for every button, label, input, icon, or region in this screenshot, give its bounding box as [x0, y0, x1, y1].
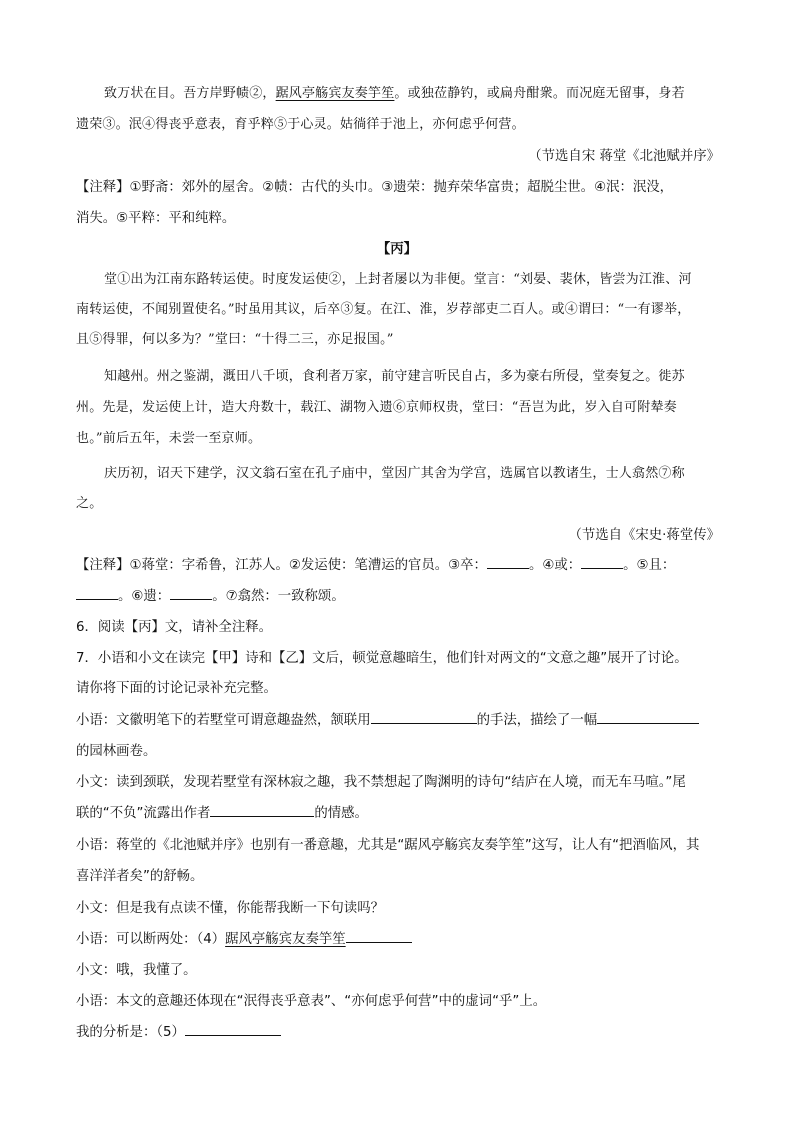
passage-b-line-2: 遗荣③。泯④得丧乎意表，育乎粹⑤于心灵。姑徜徉于池上，亦何虑乎何营。 — [76, 117, 525, 132]
passage-b-notes-line-1: 【注释】①野斋：郊外的屋舍。②帻：古代的头巾。③遗荣：抛弃荣华富贵；超脱尘世。④泯：泯没， — [76, 180, 674, 195]
blank-technique[interactable] — [371, 711, 477, 724]
dialogue-8: 我的分析是：（5） — [76, 1021, 281, 1040]
question-7-line-2: 请你将下面的讨论记录补充完整。 — [76, 681, 277, 696]
blank-punctuation[interactable] — [346, 930, 412, 943]
passage-c-notes-line-1: 【注释】①蒋堂：字希鲁，江苏人。②发运使：笔漕运的官员。③卒： 。④或： 。⑤且： — [76, 558, 676, 573]
passage-c-p2-line-3: 也。”前后五年，未尝一至京师。 — [76, 431, 262, 446]
dialogue-7: 小语：本文的意趣还体现在“泯得丧乎意表”、“亦何虑乎何营”中的虚词“乎”上。 — [76, 994, 547, 1009]
dialogue-1-line-1: 小语：文徽明笔下的若墅堂可谓意趣盎然，颔联用 的手法，描绘了一幅 — [76, 709, 699, 728]
dialogue-2-line-1: 小文：读到颈联，发现若墅堂有深林寂之趣，我不禁想起了陶渊明的诗句“结庐在人境，而无车马喧。”尾 — [76, 775, 686, 790]
dialogue-1-line-2: 的园林画卷。 — [76, 744, 157, 759]
passage-c-p1-line-2: 南转运使，不闻别置使名。”时虽用其议，后卒③复。在江、淮，岁荐部吏二百人。或④谓曰：“一有谬举， — [76, 302, 691, 317]
dialogue-3-line-2: 喜洋洋者矣”的舒畅。 — [76, 869, 204, 884]
dialogue-5: 小语：可以断两处：（4）踞风亭觞宾友奏竽笙 — [76, 928, 412, 947]
passage-c-heading: 【丙】 — [376, 242, 418, 257]
passage-c-p1-line-3: 且⑤得罪，何以多为？”堂曰：“十得二三，亦足报国。” — [76, 332, 394, 347]
blank-wei[interactable] — [170, 587, 212, 600]
passage-c-p3-line-2: 之。 — [76, 496, 103, 511]
blank-emotion[interactable] — [210, 804, 314, 817]
blank-huo[interactable] — [581, 556, 623, 569]
punctuation-target: 踞风亭觞宾友奏竽笙 — [225, 932, 346, 947]
passage-b-source: （节选自宋 蒋堂《北池赋并序》 — [528, 149, 720, 164]
passage-c-p2-line-1: 知越州。州之鉴湖，溉田八千顷，食利者万家，前守建言听民自占，多为豪右所侵，堂奏复之。徙苏 — [104, 369, 685, 384]
blank-picture[interactable] — [597, 711, 699, 724]
dialogue-6: 小文：哦，我懂了。 — [76, 963, 197, 978]
blank-analysis[interactable] — [185, 1023, 281, 1036]
passage-c-source: （节选自《宋史·蒋堂传》 — [568, 528, 720, 543]
dialogue-3-line-1: 小语：蒋堂的《北池赋并序》也别有一番意趣，尤其是“踞风亭觞宾友奏竽笙”这写，让人有“把酒临风，其 — [76, 838, 700, 853]
passage-b-line-1: 致万状在目。吾方岸野帻②，踞风亭觞宾友奏竽笙。或独莅静钓，或扁舟酣衆。而况庭无留事，身若 — [104, 86, 685, 101]
blank-qie[interactable] — [76, 587, 118, 600]
dialogue-4: 小文：但是我有点读不懂，你能帮我断一下句读吗？ — [76, 901, 384, 916]
passage-c-p3-line-1: 庆历初，诏天下建学，汉文翁石室在孔子庙中，堂因广其舍为学宫，选属官以教诸生，士人翕然⑦称 — [104, 466, 685, 481]
passage-c-p1-line-1: 堂①出为江南东路转运使。时度发运使②，上封者屡以为非便。堂言：“刘晏、裴休，皆尝为江淮、河 — [104, 272, 692, 287]
question-6: 6．阅读【丙】文，请补全注释。 — [76, 620, 272, 635]
passage-c-p2-line-2: 州。先是，发运使上计，造大舟数十，载江、湖物入遗⑥京师权贵，堂曰：“吾岂为此，岁入自可附辇奏 — [76, 400, 677, 415]
dialogue-2-line-2: 联的“不负”流露出作者 的情感。 — [76, 806, 368, 821]
passage-b-notes-line-2: 消失。⑤平粹：平和纯粹。 — [76, 211, 236, 226]
blank-zu[interactable] — [487, 556, 529, 569]
question-7-line-1: 7．小语和小文在读完【甲】诗和【乙】文后，顿觉意趣暗生，他们针对两文的“文意之趣”展开了讨论。 — [76, 651, 688, 666]
passage-c-notes-line-2: 。⑥遗： 。⑦翕然：一致称颂。 — [76, 585, 345, 604]
underlined-phrase: 踞风亭觞宾友奏竽笙 — [275, 86, 395, 101]
